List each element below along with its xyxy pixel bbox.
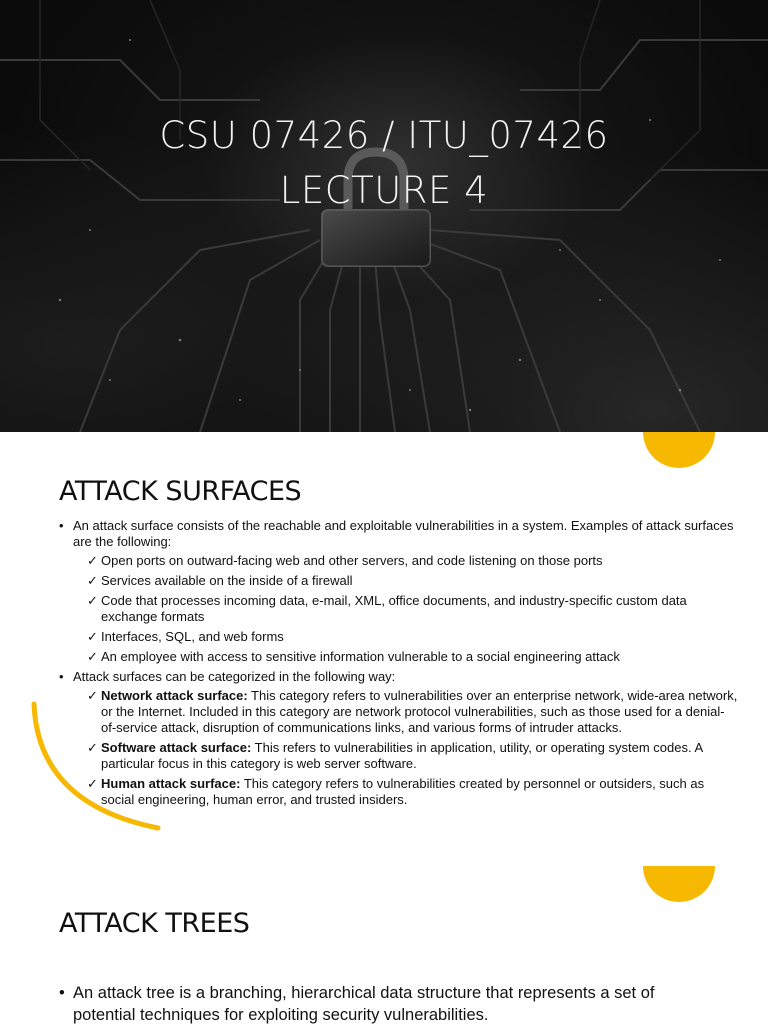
checkmark-icon: ✓: [87, 688, 98, 703]
checkmark-icon: ✓: [87, 593, 98, 608]
list-item: ✓ Network attack surface: This category refers to vulnerabilities over an enterprise network, wide-area network, or the Internet. Included in this category are network protocol vulnerabilities, such as those used for a denial-of-service attack, disruption of communications links, and various forms of intruder attacks.: [87, 688, 738, 735]
categories-list: [87, 688, 739, 808]
categories-bullet: [59, 669, 739, 685]
attack-surface-content: [59, 518, 739, 812]
intro-text: An attack surface consists of the reachable and exploitable vulnerabilities in a system. Examples of attack surfaces are the following:: [73, 518, 734, 549]
section-heading: ATTACK SURFACES: [59, 476, 302, 507]
list-item: ✓ An employee with access to sensitive information vulnerable to a social engineering attack: [87, 649, 620, 664]
list-item: ✓ Software attack surface: This refers to vulnerabilities in application, utility, or operating system codes. A particular focus in this category is web server software.: [87, 740, 703, 771]
accent-semicircle: [643, 866, 715, 902]
title-slide: [0, 0, 768, 432]
examples-list: [87, 553, 739, 665]
attack-surfaces-slide: [0, 432, 768, 864]
list-item: ✓ Services available on the inside of a firewall: [87, 573, 353, 588]
attack-trees-slide: [0, 864, 768, 1024]
slide-title: [0, 108, 768, 218]
lecture-number: LECTURE 4: [279, 169, 489, 212]
checkmark-icon: ✓: [87, 649, 98, 664]
checkmark-icon: ✓: [87, 776, 98, 791]
intro-bullet: [59, 518, 739, 550]
list-item: ✓ Interfaces, SQL, and web forms: [87, 629, 284, 644]
checkmark-icon: ✓: [87, 573, 98, 588]
course-code: CSU 07426 / ITU_07426: [159, 114, 609, 157]
section-heading: ATTACK TREES: [59, 908, 250, 939]
list-item: ✓ Open ports on outward-facing web and other servers, and code listening on those ports: [87, 553, 603, 568]
checkmark-icon: ✓: [87, 740, 98, 755]
attack-tree-bullet: [59, 982, 673, 1024]
accent-semicircle: [643, 432, 715, 468]
checkmark-icon: ✓: [87, 629, 98, 644]
list-item: ✓ Code that processes incoming data, e-mail, XML, office documents, and industry-specific custom data exchange formats: [87, 593, 687, 624]
list-item: ✓ Human attack surface: This category refers to vulnerabilities created by personnel or outsiders, such as social engineering, human error, and trusted insiders.: [87, 776, 705, 807]
attack-tree-text: An attack tree is a branching, hierarchical data structure that represents a set of potential techniques for exploiting security vulnerabilities.: [73, 984, 655, 1024]
checkmark-icon: ✓: [87, 553, 98, 568]
categories-intro-text: Attack surfaces can be categorized in the following way:: [73, 669, 396, 684]
